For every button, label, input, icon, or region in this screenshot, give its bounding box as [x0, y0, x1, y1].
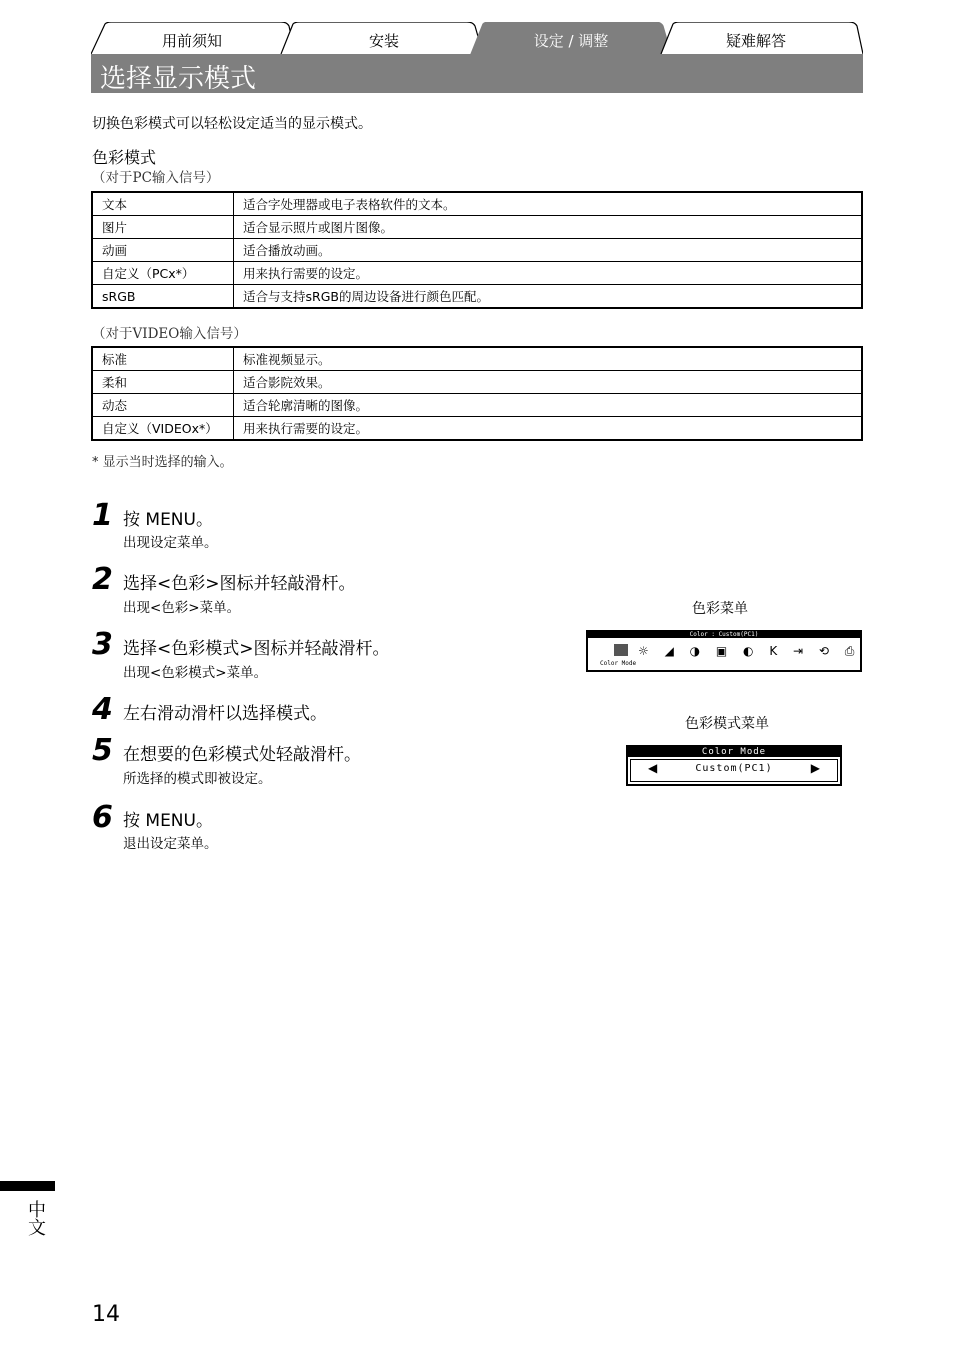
color-menu-header: Color : Custom(PC1): [588, 632, 860, 638]
color-menu-label: Color Mode: [600, 660, 637, 667]
right-arrow-icon: ▶: [810, 761, 820, 775]
desc-cell: 标准视频显示。: [234, 347, 863, 371]
color-menu-screenshot: [586, 630, 862, 672]
mode-cell: 动画: [92, 239, 234, 262]
step-1-text: 按 MENU。: [123, 510, 213, 530]
desc-cell: 适合显示照片或图片图像。: [234, 216, 863, 239]
mode-cell: 文本: [92, 192, 234, 216]
step-5-number: 5: [92, 733, 113, 768]
table-row: [92, 285, 862, 309]
pc-mode-table: [91, 191, 863, 309]
desc-cell: 适合轮廓清晰的图像。: [234, 394, 863, 417]
tab-installation[interactable]: 安装: [368, 32, 399, 50]
tab-bar: [91, 22, 863, 54]
step-1-sub: 出现设定菜单。: [123, 535, 218, 551]
table-row: [92, 417, 862, 441]
language-marker-bar: [0, 1181, 55, 1191]
page-title: 选择显示模式: [100, 64, 257, 94]
desc-cell: 适合字处理器或电子表格软件的文本。: [234, 192, 863, 216]
step-6-text: 按 MENU。: [123, 811, 213, 831]
table-row: [92, 347, 862, 371]
step-3-text: 选择<色彩模式>图标并轻敲滑杆。: [123, 639, 390, 659]
color-mode-menu-caption: 色彩模式菜单: [685, 716, 769, 732]
table-row: [92, 371, 862, 394]
step-6-number: 6: [92, 800, 113, 835]
desc-cell: 适合与支持sRGB的周边设备进行颜色匹配。: [234, 285, 863, 309]
color-mode-icon: [614, 644, 628, 656]
page-number: 14: [92, 1302, 120, 1327]
color-mode-menu-header: Color Mode: [628, 747, 840, 757]
step-2-sub: 出现<色彩>菜单。: [123, 600, 241, 616]
color-menu-icons: ☼ ◢ ◑ ▣ ◐ K ⇥ ⟲ ⎙: [638, 644, 861, 658]
desc-cell: 用来执行需要的设定。: [234, 262, 863, 285]
step-5-sub: 所选择的模式即被设定。: [123, 771, 272, 787]
table-row: [92, 216, 862, 239]
table-row: [92, 262, 862, 285]
mode-cell: 柔和: [92, 371, 234, 394]
table-row: [92, 192, 862, 216]
tab-troubleshooting[interactable]: 疑难解答: [725, 32, 786, 50]
step-3-sub: 出现<色彩模式>菜单。: [123, 665, 268, 681]
table-row: [92, 239, 862, 262]
color-menu-caption: 色彩菜单: [692, 601, 748, 617]
title-bar: [91, 54, 863, 93]
video-mode-table: [91, 346, 863, 441]
mode-cell: 标准: [92, 347, 234, 371]
step-3-number: 3: [92, 627, 113, 662]
step-4-number: 4: [92, 692, 113, 727]
step-6-sub: 退出设定菜单。: [123, 836, 218, 852]
mode-cell: 动态: [92, 394, 234, 417]
desc-cell: 用来执行需要的设定。: [234, 417, 863, 441]
intro-text: 切换色彩模式可以轻松设定适当的显示模式。: [92, 116, 372, 132]
mode-cell: 自定义（VIDEOx*）: [92, 417, 234, 441]
footnote: * 显示当时选择的输入。: [92, 455, 233, 470]
language-label: 中文: [25, 1200, 46, 1236]
tab-precautions[interactable]: 用前须知: [161, 32, 222, 50]
mode-cell: 图片: [92, 216, 234, 239]
section-heading: 色彩模式: [92, 148, 157, 167]
desc-cell: 适合影院效果。: [234, 371, 863, 394]
desc-cell: 适合播放动画。: [234, 239, 863, 262]
table-row: [92, 394, 862, 417]
step-2-number: 2: [92, 562, 113, 597]
mode-cell: 自定义（PCx*）: [92, 262, 234, 285]
left-arrow-icon: ◀: [648, 761, 658, 775]
tab-settings[interactable]: 设定 / 调整: [533, 32, 609, 50]
step-5-text: 在想要的色彩模式处轻敲滑杆。: [123, 745, 361, 765]
step-1-number: 1: [92, 498, 113, 533]
mode-cell: sRGB: [92, 285, 234, 309]
step-4-text: 左右滑动滑杆以选择模式。: [123, 704, 327, 724]
color-mode-menu-screenshot: [626, 745, 842, 786]
video-heading: （对于VIDEO输入信号）: [92, 326, 247, 342]
step-2-text: 选择<色彩>图标并轻敲滑杆。: [123, 574, 356, 594]
color-mode-value: Custom(PC1): [695, 763, 773, 774]
pc-heading: （对于PC输入信号）: [92, 170, 220, 186]
